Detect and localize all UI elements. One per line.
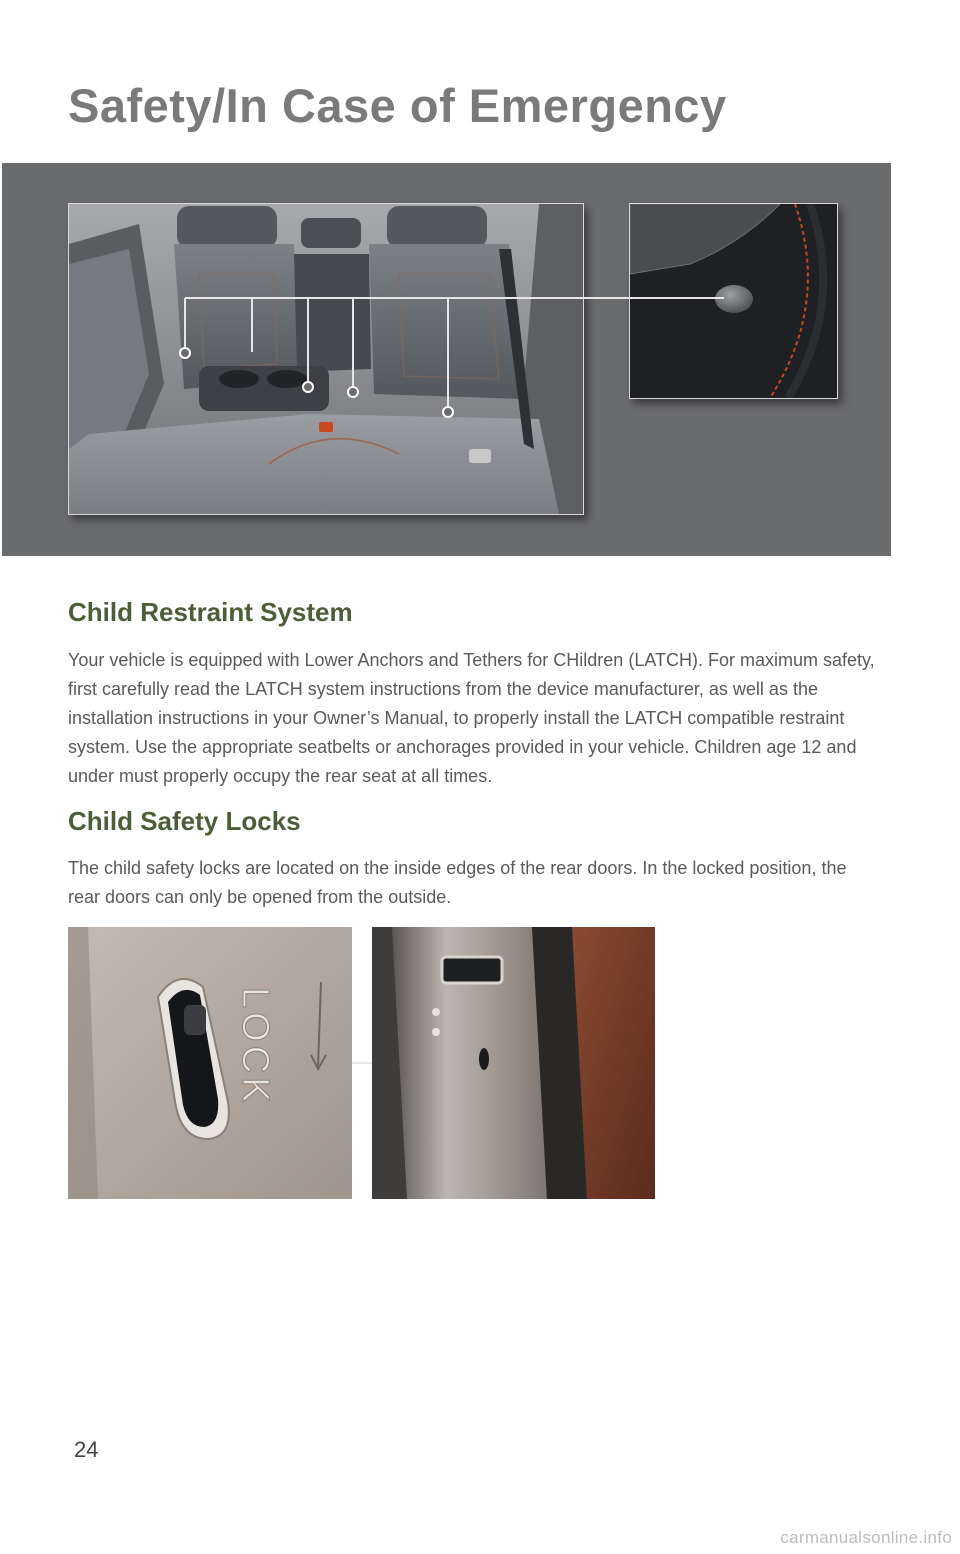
child-restraint-text: Your vehicle is equipped with Lower Anchors and Tethers for CHildren (LATCH). For maximum safety, first carefully read the LATCH system instructions from the device manufacturer, as well as the installation instructions in your Owner’s Manual, to properly install the LATCH compatible restraint system. Use the appropriate seatbelts or anchorages provided in your vehicle. Children age 12 and under must properly occupy the rear seat at all times. [68,650,875,786]
anchor-detail-photo [629,203,838,399]
door-edge-photo [372,927,655,1199]
watermark: carmanualsonline.info [780,1528,952,1547]
child-safety-locks-heading: Child Safety Locks [68,806,301,836]
lock-closeup-photo [68,927,352,1199]
page-title: Safety/In Case of Emergency [68,79,727,132]
child-restraint-heading: Child Restraint System [68,597,353,627]
child-safety-locks-text: The child safety locks are located on the inside edges of the rear doors. In the locked position, the rear doors can only be opened from the outside. [68,858,847,907]
rear-seat-photo [68,203,584,515]
page-number: 24 [74,1437,99,1462]
lock-label: LOCK [234,987,276,1107]
